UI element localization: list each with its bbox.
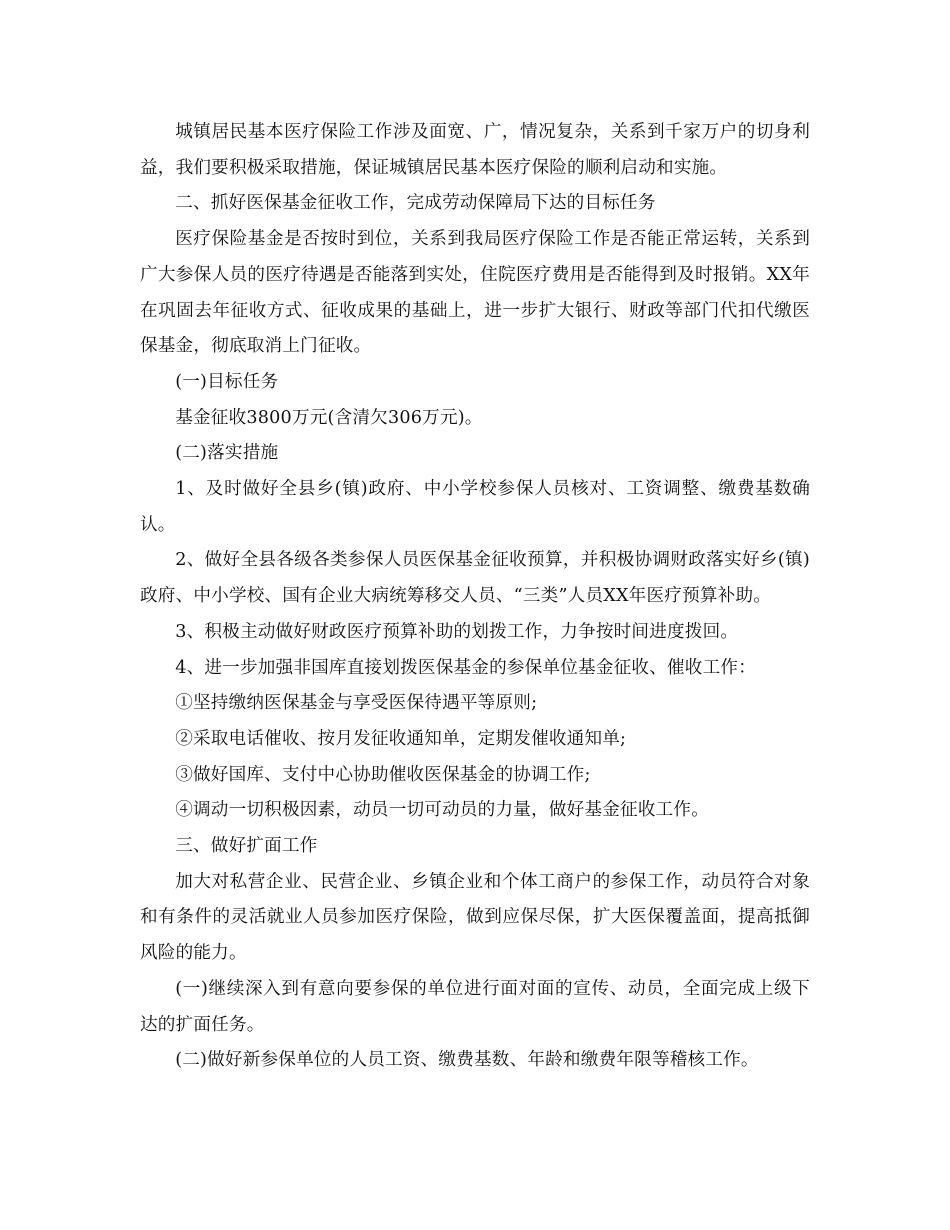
expansion-item-2: (二)做好新参保单位的人员工资、缴费基数、年龄和缴费年限等稽核工作。 — [175, 1050, 759, 1071]
expansion-item-1: (一)继续深入到有意向要参保的单位进行面对面的宣传、动员，全面完成上级下达的扩面任务。 — [140, 978, 810, 1035]
section-heading-2: 二、抓好医保基金征收工作，完成劳动保障局下达的目标任务 — [175, 193, 656, 214]
list-item-4: 4、进一步加强非国库直接划拨医保基金的参保单位基金征收、催收工作： — [175, 657, 756, 678]
list-item-1: 1、及时做好全县乡(镇)政府、中小学校参保人员核对、工资调整、缴费基数确认。 — [140, 479, 810, 535]
paragraph-target-amount: 基金征收3800万元(含清欠306万元)。 — [175, 407, 483, 428]
sub-item-3: ③做好国库、支付中心协助催收医保基金的协调工作; — [175, 764, 591, 785]
sub-item-1: ①坚持缴纳医保基金与享受医保待遇平等原则; — [175, 693, 538, 714]
section-heading-3: 三、做好扩面工作 — [175, 836, 318, 857]
document-body — [140, 115, 810, 1079]
paragraph-expansion: 加大对私营企业、民营企业、乡镇企业和个体工商户的参保工作，动员符合对象和有条件的灵活就业人员参加医疗保险，做到应保尽保，扩大医保覆盖面，提高抵御风险的能力。 — [140, 871, 810, 964]
sub-item-4: ④调动一切积极因素，动员一切可动员的力量，做好基金征收工作。 — [175, 800, 710, 821]
subheading-target-tasks: (一)目标任务 — [175, 371, 279, 392]
list-item-3: 3、积极主动做好财政医疗预算补助的划拨工作，力争按时间进度拨回。 — [175, 621, 739, 642]
subheading-measures: (二)落实措施 — [175, 443, 279, 464]
list-item-2: 2、做好全县各级各类参保人员医保基金征收预算，并积极协调财政落实好乡(镇)政府、中小学校、国有企业大病统筹移交人员、“三类”人员XX年医疗预算补助。 — [140, 550, 810, 607]
sub-item-2: ②采取电话催收、按月发征收通知单，定期发催收通知单; — [175, 728, 627, 749]
paragraph-3: 医疗保险基金是否按时到位，关系到我局医疗保险工作是否能正常运转，关系到广大参保人员的医疗待遇是否能落到实处，住院医疗费用是否能得到及时报销。XX年在巩固去年征收方式、征收成果的基础上，进一步扩大银行、财政等部门代扣代缴医保基金，彻底取消上门征收。 — [140, 229, 810, 357]
paragraph-1: 城镇居民基本医疗保险工作涉及面宽、广，情况复杂，关系到千家万户的切身利益，我们要积极采取措施，保证城镇居民基本医疗保险的顺利启动和实施。 — [140, 122, 810, 178]
